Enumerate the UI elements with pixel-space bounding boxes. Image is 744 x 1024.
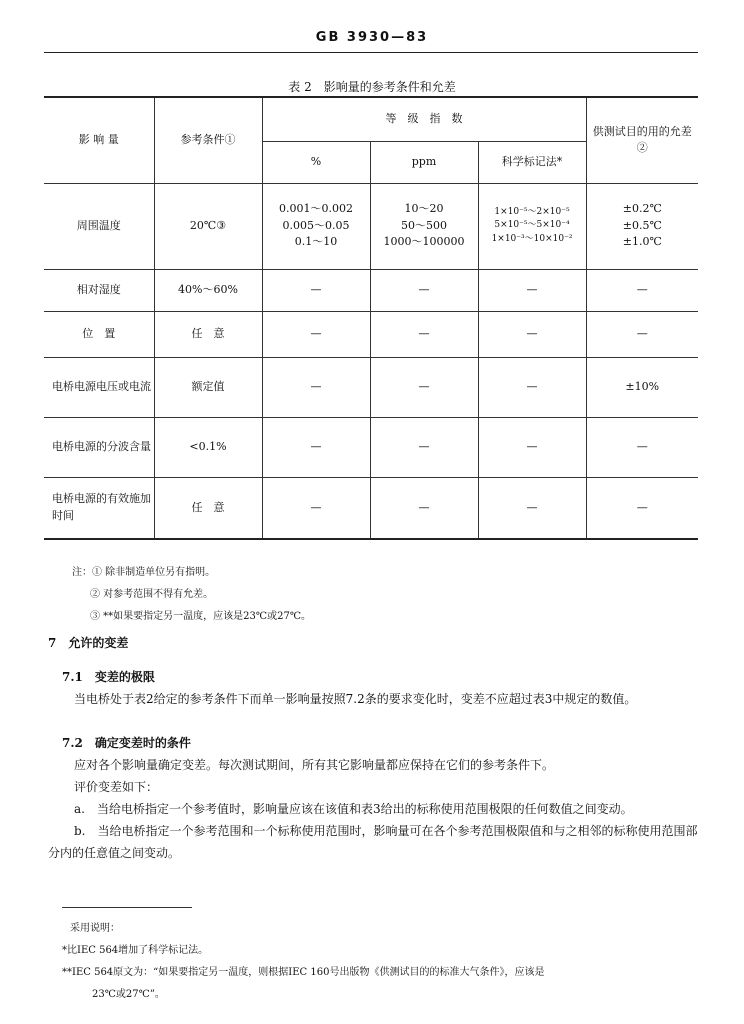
row-name: 位 置	[44, 311, 154, 357]
reference-conditions-table	[44, 96, 698, 540]
row-tol: —	[586, 311, 698, 357]
header-rule	[44, 52, 698, 53]
paragraph: 应对各个影响量确定变差。每次测试期间，所有其它影响量都应保持在它们的参考条件下。	[74, 758, 555, 772]
footnote: *比IEC 564增加了科学标记法。	[62, 945, 209, 956]
footnotes	[62, 918, 544, 1006]
paragraph: a. 当给电桥指定一个参考值时，影响量应该在该值和表3给出的标称使用范围极限的任何数值之间变动。	[74, 802, 633, 816]
footnote-rule	[62, 907, 192, 908]
cell-line: 1000～100000	[383, 235, 465, 249]
row-sci: —	[478, 477, 586, 539]
table-notes	[72, 562, 311, 628]
row-ppm: —	[370, 311, 478, 357]
row-sci: —	[478, 417, 586, 477]
cell-line: ±1.0℃	[622, 235, 662, 249]
row-ref: <0.1%	[154, 417, 262, 477]
table-row	[44, 269, 698, 311]
sub-percent: %	[262, 141, 370, 183]
table-row	[44, 311, 698, 357]
row-ref: 20℃③	[154, 183, 262, 269]
col-class-index-header: 等 级 指 数	[262, 97, 586, 141]
row-ppm: —	[370, 477, 478, 539]
row-pct: —	[262, 269, 370, 311]
table-row	[44, 477, 698, 539]
row-tol: —	[586, 417, 698, 477]
row-tol: ±10%	[586, 357, 698, 417]
cell-line: 10～20	[404, 202, 444, 216]
row-pct: —	[262, 417, 370, 477]
row-name: 电桥电源电压或电流	[44, 357, 154, 417]
section-7-2-heading: 7.2 确定变差时的条件	[62, 736, 191, 750]
table-row	[44, 357, 698, 417]
footnote-title: 采用说明：	[70, 923, 120, 934]
footnote: 23℃或27℃”。	[92, 989, 165, 1000]
row-ref: 额定值	[154, 357, 262, 417]
cell-line: 0.001～0.002	[279, 202, 353, 216]
row-tol	[586, 183, 698, 269]
section-7-heading: 7 允许的变差	[48, 636, 129, 650]
section-7-1-heading: 7.1 变差的极限	[62, 670, 155, 684]
row-ref: 40%～60%	[154, 269, 262, 311]
row-pct: —	[262, 357, 370, 417]
row-ref: 任 意	[154, 311, 262, 357]
row-pct	[262, 183, 370, 269]
row-name: 电桥电源的分波含量	[44, 417, 154, 477]
col-influence-header: 影 响 量	[44, 97, 154, 183]
row-ref: 任 意	[154, 477, 262, 539]
cell-line: 0.005～0.05	[282, 218, 350, 232]
cell-line: 1×10⁻³～10×10⁻²	[491, 233, 573, 244]
note-3: ③ **如果要指定另一温度，应该是23℃或27℃。	[90, 611, 312, 622]
col-reference-header: 参考条件①	[154, 97, 262, 183]
row-name: 电桥电源的有效施加时间	[44, 477, 154, 539]
note-1: 注：① 除非制造单位另有指明。	[72, 567, 216, 578]
row-sci: —	[478, 269, 586, 311]
sub-scientific: 科学标记法*	[478, 141, 586, 183]
row-sci: —	[478, 357, 586, 417]
table-row	[44, 183, 698, 269]
cell-line: ±0.5℃	[622, 218, 662, 232]
row-ppm: —	[370, 357, 478, 417]
section-7-2-body	[48, 754, 698, 864]
row-tol: —	[586, 477, 698, 539]
page-header: GB 3930—83	[315, 30, 429, 45]
row-sci: —	[478, 311, 586, 357]
paragraph: 当电桥处于表2给定的参考条件下而单一影响量按照7.2条的要求变化时，变差不应超过表3中规定的数值。	[74, 692, 637, 706]
row-pct: —	[262, 311, 370, 357]
row-ppm	[370, 183, 478, 269]
note-2: ② 对参考范围不得有允差。	[90, 589, 214, 600]
table-row	[44, 417, 698, 477]
row-pct: —	[262, 477, 370, 539]
footnote: **IEC 564原文为：“如果要指定另一温度，则根据IEC 160号出版物《供测试目的的标准大气条件》，应该是	[62, 967, 545, 978]
sub-ppm: ppm	[370, 141, 478, 183]
row-ppm: —	[370, 417, 478, 477]
row-name: 相对湿度	[44, 269, 154, 311]
cell-line: 50～500	[401, 218, 447, 232]
cell-line: ±0.2℃	[622, 202, 662, 216]
row-sci	[478, 183, 586, 269]
col-tolerance-header: 供测试目的用的允差②	[586, 97, 698, 183]
cell-line: 5×10⁻⁵～5×10⁻⁴	[494, 220, 570, 231]
section-7-1-body	[48, 688, 698, 710]
cell-line: 0.1～10	[294, 235, 338, 249]
table-header-row	[44, 97, 698, 141]
row-ppm: —	[370, 269, 478, 311]
paragraph: 评价变差如下：	[74, 780, 159, 794]
row-tol: —	[586, 269, 698, 311]
paragraph: b. 当给电桥指定一个参考范围和一个标称使用范围时，影响量可在各个参考范围极限值和与之相邻的标称使用范围部分内的任意值之间变动。	[48, 824, 698, 860]
table-caption: 表 2 影响量的参考条件和允差	[288, 80, 456, 94]
cell-line: 1×10⁻⁵～2×10⁻⁵	[494, 206, 570, 217]
row-name: 周围温度	[44, 183, 154, 269]
